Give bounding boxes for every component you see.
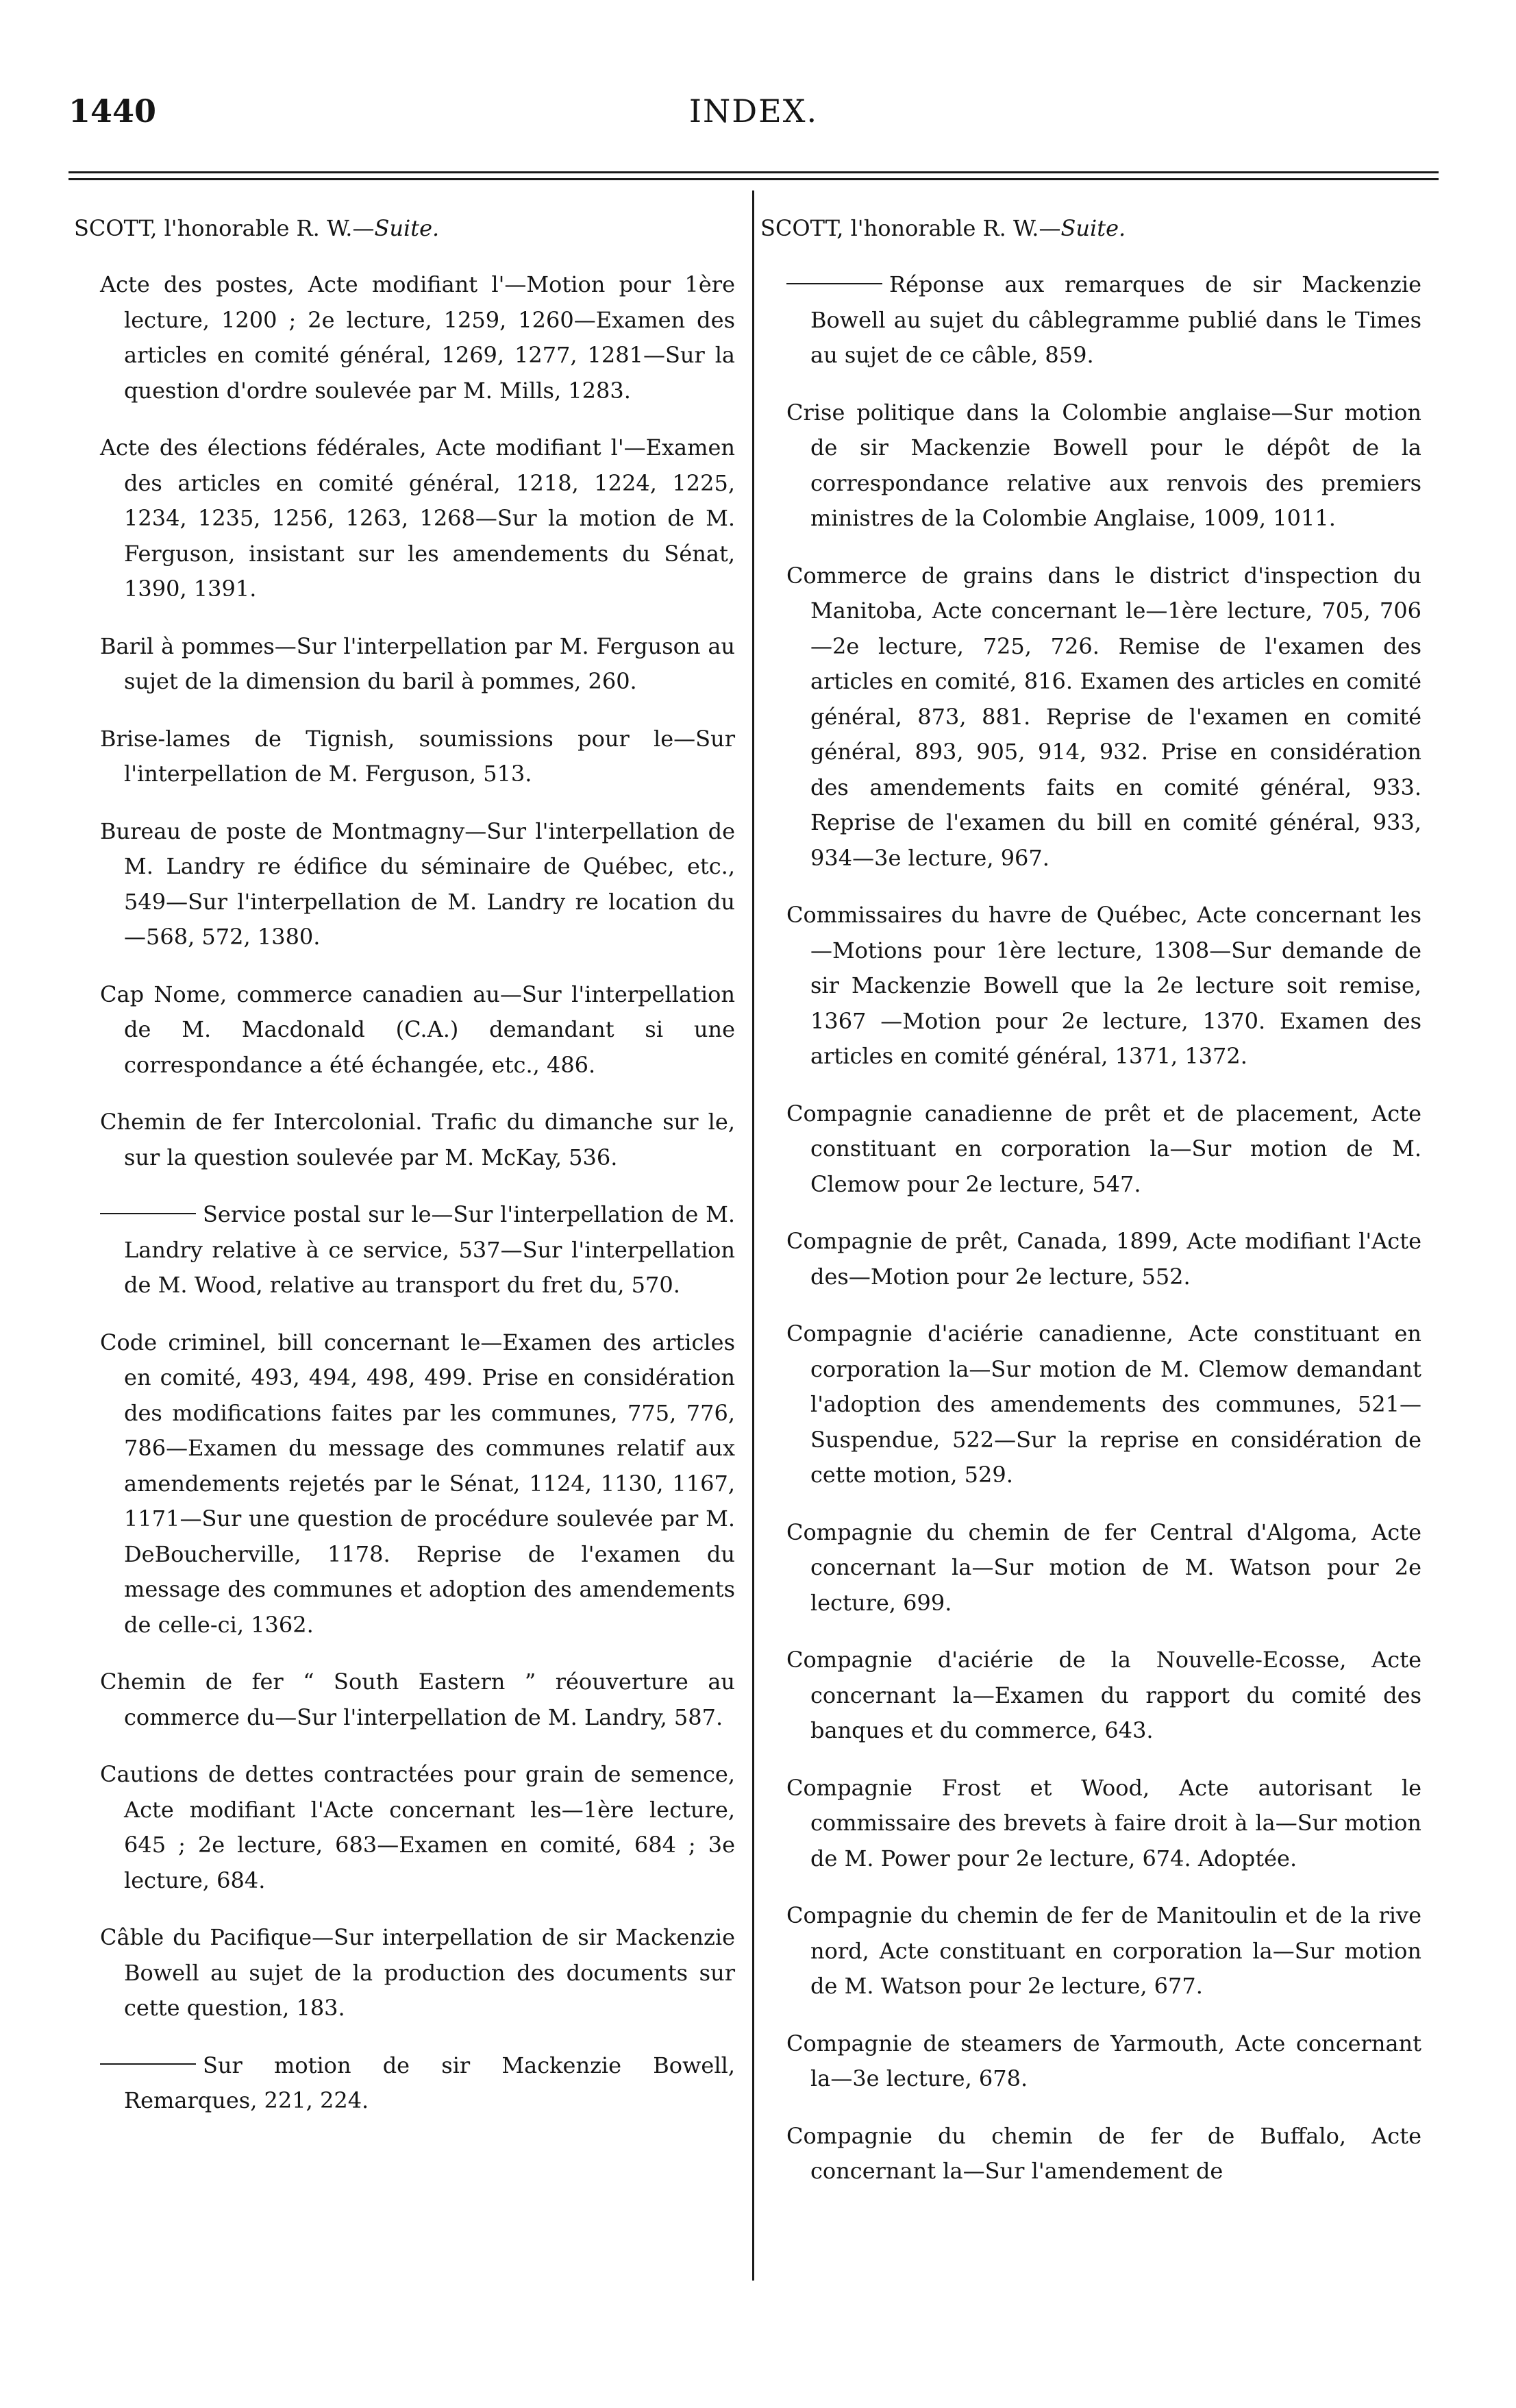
- index-entry: [74, 430, 735, 607]
- entry-text: Compagnie du chemin de fer de Manitoulin et de la rive nord, Acte constituant en corporation la—Sur motion de M. Watson pour 2e lecture, 677.: [786, 1902, 1421, 1999]
- index-entry: [760, 1096, 1421, 1203]
- index-entry: [760, 1898, 1421, 2004]
- entry-text: Crise politique dans la Colombie anglaise—Sur motion de sir Mackenzie Bowell pour le dépôt de la correspondance relative aux renvois des premiers ministres de la Colombie Anglaise, 1009, 1011.: [786, 399, 1421, 531]
- index-entry: [760, 2119, 1421, 2189]
- repeat-dash: [786, 283, 882, 284]
- index-entry: [74, 2048, 735, 2119]
- page-number: 1440: [69, 93, 157, 130]
- entry-text: Bureau de poste de Montmagny—Sur l'interpellation de M. Landry re édifice du séminaire de Québec, etc., 549—Sur l'interpellation de M. Landry re location du—568, 572, 1380.: [100, 818, 735, 950]
- entry-text: Baril à pommes—Sur l'interpellation par M. Ferguson au sujet de la dimension du baril à pommes, 260.: [100, 632, 735, 694]
- entry-text: Code criminel, bill concernant le—Examen des articles en comité, 493, 494, 498, 499. Prise en considération des modifications faites par les communes, 775, 776, 786—Examen du message des communes relatif aux amendements rejetés par le Sénat, 1124, 1130, 1167, 1171—Sur une question de procédure soulevée par M. DeBoucherville, 1178. Reprise de l'examen du message des communes et adoption des amendements de celle-ci, 1362.: [100, 1329, 735, 1638]
- index-entry: [74, 814, 735, 955]
- entry-text: Compagnie de prêt, Canada, 1899, Acte modifiant l'Acte des—Motion pour 2e lecture, 552.: [786, 1228, 1421, 1290]
- heading-suite: Suite.: [1060, 215, 1126, 241]
- page-title: INDEX.: [688, 93, 819, 130]
- index-entry: [74, 1197, 735, 1303]
- page-header: [69, 93, 1439, 140]
- heading-name: SCOTT, l'honorable R. W.—: [74, 215, 375, 241]
- entry-text: Cautions de dettes contractées pour grain de semence, Acte modifiant l'Acte concernant les—1ère lecture, 645 ; 2e lecture, 683—Examen en comité, 684 ; 3e lecture, 684.: [100, 1761, 735, 1893]
- entry-text: Chemin de fer “ South Eastern ” réouverture au commerce du—Sur l'interpellation de M. Landry, 587.: [100, 1669, 735, 1730]
- entry-text: Câble du Pacifique—Sur interpellation de sir Mackenzie Bowell au sujet de la production des documents sur cette question, 183.: [100, 1924, 735, 2021]
- index-entry: [760, 267, 1421, 373]
- index-entry: [760, 2026, 1421, 2097]
- entry-text: Sur motion de sir Mackenzie Bowell, Remarques, 221, 224.: [124, 2052, 735, 2113]
- entry-text: Commerce de grains dans le district d'inspection du Manitoba, Acte concernant le—1ère lecture, 705, 706—2e lecture, 725, 726. Remise de l'examen des articles en comité, 816. Examen des articles en comité général, 873, 881. Reprise de l'examen en comité général, 893, 905, 914, 932. Prise en considération des amendements faits en comité général, 933. Reprise de l'examen du bill en comité général, 933, 934—3e lecture, 967.: [786, 562, 1421, 871]
- header-rule-top: [69, 171, 1439, 173]
- index-entry: [74, 629, 735, 700]
- entry-text: Cap Nome, commerce canadien au—Sur l'interpellation de M. Macdonald (C.A.) demandant si une correspondance a été échangée, etc., 486.: [100, 981, 735, 1078]
- index-entry: [760, 1771, 1421, 1877]
- entry-text: Commissaires du havre de Québec, Acte concernant les—Motions pour 1ère lecture, 1308—Sur demande de sir Mackenzie Bowell que la 2e lecture soit remise, 1367 —Motion pour 2e lecture, 1370. Examen des articles en comité général, 1371, 1372.: [786, 902, 1421, 1069]
- heading-suite: Suite.: [374, 215, 440, 241]
- left-column: [74, 211, 735, 2122]
- entry-text: Service postal sur le—Sur l'interpellation de M. Landry relative à ce service, 537—Sur l'interpellation de M. Wood, relative au transport du fret du, 570.: [124, 1201, 735, 1298]
- entry-text: Compagnie canadienne de prêt et de placement, Acte constituant en corporation la—Sur motion de M. Clemow pour 2e lecture, 547.: [786, 1100, 1421, 1197]
- entry-text: Compagnie du chemin de fer Central d'Algoma, Acte concernant la—Sur motion de M. Watson pour 2e lecture, 699.: [786, 1519, 1421, 1616]
- entry-text: Compagnie Frost et Wood, Acte autorisant le commissaire des brevets à faire droit à la—Sur motion de M. Power pour 2e lecture, 674. Adoptée.: [786, 1774, 1421, 1871]
- index-entry: [760, 558, 1421, 876]
- header-rule-bottom: [69, 178, 1439, 180]
- index-entry: [74, 1920, 735, 2026]
- index-entry: [74, 722, 735, 792]
- entry-text: Réponse aux remarques de sir Mackenzie Bowell au sujet du câblegramme publié dans le Times au sujet de ce câble, 859.: [810, 271, 1421, 368]
- index-entry: [74, 1664, 735, 1735]
- left-column-heading: [74, 211, 735, 245]
- repeat-dash: [100, 1213, 196, 1214]
- entry-text: Compagnie d'aciérie de la Nouvelle-Ecosse, Acte concernant la—Examen du rapport du comité des banques et du commerce, 643.: [786, 1647, 1421, 1743]
- entry-text: Compagnie de steamers de Yarmouth, Acte concernant la—3e lecture, 678.: [786, 2030, 1421, 2091]
- index-entry: [74, 1325, 735, 1643]
- index-entry: [760, 1224, 1421, 1294]
- column-divider: [752, 191, 754, 2281]
- index-entry: [74, 1757, 735, 1898]
- index-entry: [760, 898, 1421, 1074]
- entry-text: Acte des postes, Acte modifiant l'—Motion pour 1ère lecture, 1200 ; 2e lecture, 1259, 1260—Examen des articles en comité général, 1269, 1277, 1281—Sur la question d'ordre soulevée par M. Mills, 1283.: [100, 271, 735, 404]
- index-entry: [74, 1105, 735, 1175]
- entry-text: Brise-lames de Tignish, soumissions pour le—Sur l'interpellation de M. Ferguson, 513.: [100, 725, 735, 787]
- index-entry: [760, 395, 1421, 537]
- index-entry: [74, 977, 735, 1083]
- heading-name: SCOTT, l'honorable R. W.—: [760, 215, 1061, 241]
- entry-text: Acte des élections fédérales, Acte modifiant l'—Examen des articles en comité général, 1218, 1224, 1225, 1234, 1235, 1256, 1263, 1268—Sur la motion de M. Ferguson, insistant sur les amendements du Sénat, 1390, 1391.: [100, 434, 735, 602]
- entry-text: Chemin de fer Intercolonial. Trafic du dimanche sur le, sur la question soulevée par M. McKay, 536.: [100, 1109, 735, 1170]
- entry-text: Compagnie d'aciérie canadienne, Acte constituant en corporation la—Sur motion de M. Clemow demandant l'adoption des amendements des communes, 521—Suspendue, 522—Sur la reprise en considération de cette motion, 529.: [786, 1320, 1421, 1488]
- index-entry: [760, 1515, 1421, 1621]
- index-entry: [760, 1316, 1421, 1493]
- entry-text: Compagnie du chemin de fer de Buffalo, Acte concernant la—Sur l'amendement de: [786, 2122, 1421, 2184]
- repeat-dash: [100, 2063, 196, 2065]
- right-column: [760, 211, 1421, 2192]
- index-entry: [74, 267, 735, 408]
- right-column-heading: [760, 211, 1421, 245]
- index-entry: [760, 1643, 1421, 1749]
